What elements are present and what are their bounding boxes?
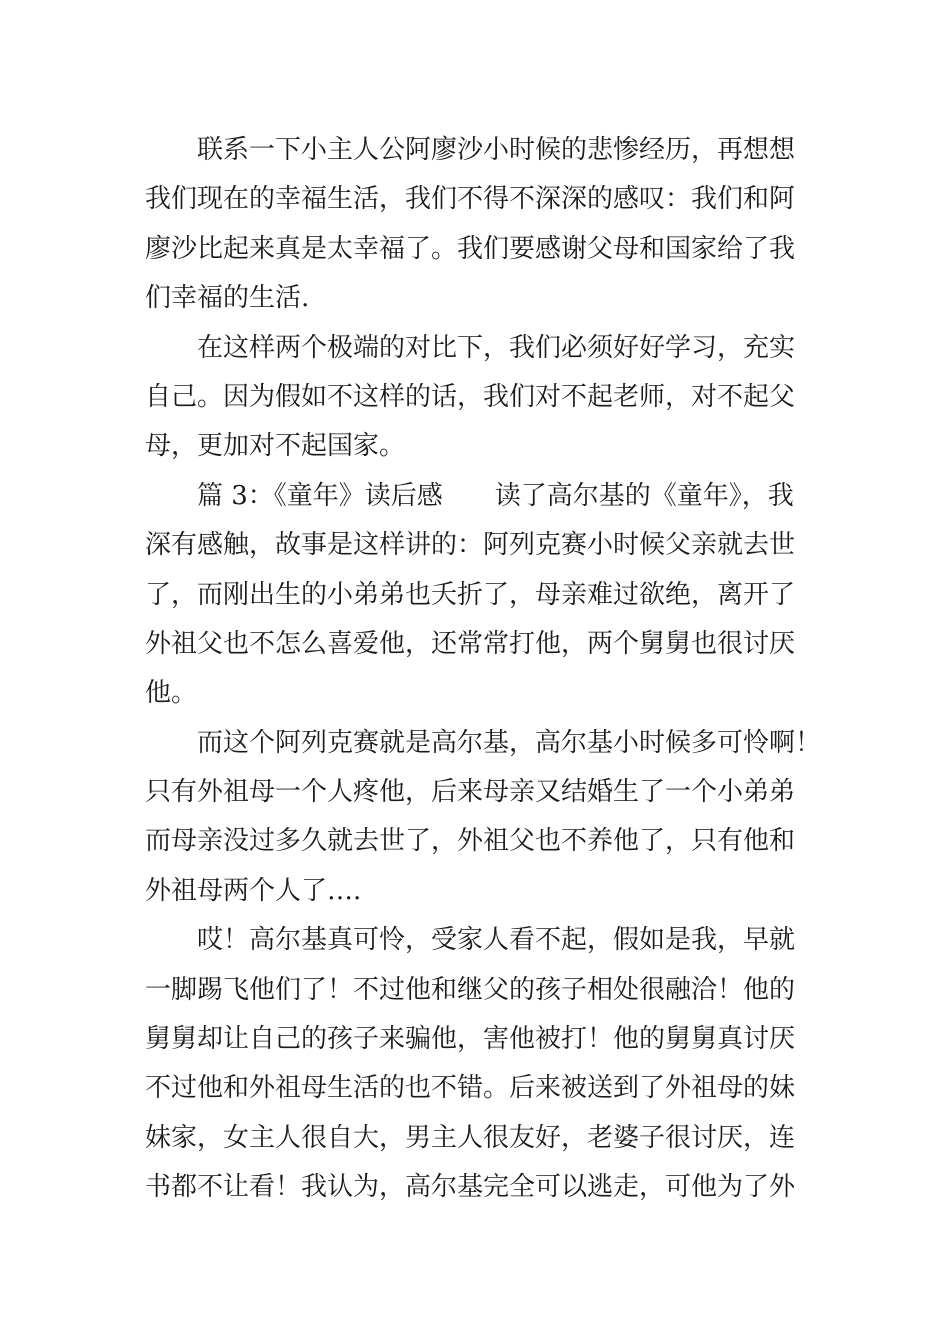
text-line: 一脚踢飞他们了！不过他和继父的孩子相处很融洽！他的 — [145, 974, 796, 1005]
text-line: 篇 3：《童年》读后感 读了高尔基的《童年》，我 — [145, 480, 794, 511]
text-line: 而这个阿列克赛就是高尔基，高尔基小时候多可怜啊！ — [145, 727, 822, 758]
text-line: 外祖父也不怎么喜爱他，还常常打他，两个舅舅也很讨厌 — [145, 628, 796, 659]
text-line: 母，更加对不起国家。 — [145, 431, 406, 462]
text-line: 们幸福的生活. — [145, 283, 310, 314]
text-line: 舅舅却让自己的孩子来骗他，害他被打！他的舅舅真讨厌 — [145, 1024, 796, 1055]
text-line: 了，而刚出生的小弟弟也夭折了，母亲难过欲绝，离开了 — [145, 579, 796, 610]
text-line: 联系一下小主人公阿廖沙小时候的悲惨经历，再想想 — [145, 135, 796, 165]
text-line: 我们现在的幸福生活，我们不得不深深的感叹：我们和阿 — [145, 184, 796, 215]
text-line: 书都不让看！我认为，高尔基完全可以逃走，可他为了外 — [145, 1172, 796, 1203]
text-line: 廖沙比起来真是太幸福了。我们要感谢父母和国家给了我 — [145, 233, 796, 264]
text-line: 自己。因为假如不这样的话，我们对不起老师，对不起父 — [145, 381, 796, 412]
text-line: 外祖母两个人了…. — [145, 875, 362, 906]
text-line: 哎！高尔基真可怜，受家人看不起，假如是我，早就 — [145, 925, 796, 956]
text-line: 只有外祖母一个人疼他，后来母亲又结婚生了一个小弟弟 — [145, 777, 796, 808]
text-line: 他。 — [145, 678, 198, 709]
text-line: 而母亲没过多久就去世了，外祖父也不养他了，只有他和 — [145, 826, 796, 857]
body-text — [145, 126, 825, 1213]
text-line: 深有感触，故事是这样讲的：阿列克赛小时候父亲就去世 — [145, 530, 796, 561]
text-line: 在这样两个极端的对比下，我们必须好好学习，充实 — [145, 332, 796, 363]
text-line: 妹家，女主人很自大，男主人很友好，老婆子很讨厌，连 — [145, 1122, 796, 1153]
text-line: 不过他和外祖母生活的也不错。后来被送到了外祖母的妹 — [145, 1073, 796, 1104]
